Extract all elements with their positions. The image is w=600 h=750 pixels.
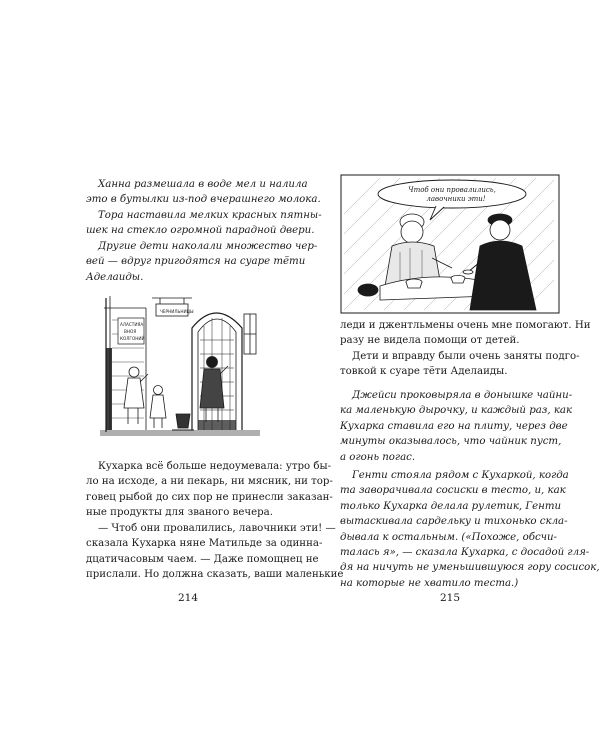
- page-number-right: 215: [439, 592, 461, 604]
- right-paragraph-4: Генти стояла рядом с Кухаркой, когда та заворачивала сосиски в тесто, и, как только Кухарка делала рулетик, Генти вытаскивала сардельку и тихонько скла- дывала к остальным. («Похоже, обсчи- талась я», — сказала Кухарка, с досадой гля- дя на ничуть не уменьшившуюся гору сосисок, на которые не хватило теста.): [340, 470, 600, 589]
- right-page: [300, 0, 600, 750]
- speech-bubble-line-2: лавочники эти!: [426, 195, 486, 203]
- left-paragraph-4: Кухарка всё больше недоумевала: утро бы- ло на исходе, а ни пекарь, ни мясник, ни тор- говец рыбой до сих пор не принесли заказан- ные продукты для званого вечера.: [86, 461, 333, 519]
- right-paragraph-3: Джейси проковыряла в донышке чайни- ка маленькую дырочку, и каждый раз, как Кухарка ставила его на плиту, через две минуты оказывалось, что чайник пуст, а огонь погас.: [340, 390, 573, 463]
- left-paragraph-1: Ханна размешала в воде мел и налила это в бутылки из-под вчерашнего молока.: [86, 179, 321, 206]
- left-paragraph-5: — Чтоб они провалились, лавочники эти! — сказала Кухарка няне Матильде за одинна- дцатичасовым чаем. — Даже помощнец не прислали. Но должна сказать, ваши маленькие: [86, 523, 344, 581]
- poster-line-1: АЛАСТИЯА: [120, 322, 144, 327]
- poster-line-2: ВНОЯ: [124, 329, 137, 334]
- left-paragraph-2: Тора наставила мелких красных пятны- шек на стекло огромной парадной двери.: [86, 210, 322, 237]
- right-paragraph-1: леди и джентльмены очень мне помогают. Ни разу не видела помощи от детей.: [340, 320, 591, 347]
- left-paragraph-3: Другие дети наколали множество чер- вей — вдруг пригодятся на суаре тёти Аделаиды.: [86, 241, 318, 283]
- poster-line-3: КОЛГОНИЙ: [120, 336, 145, 341]
- tea-scene-illustration: [340, 174, 560, 314]
- street-scene-illustration: [100, 290, 260, 440]
- right-paragraph-2: Дети и вправду были очень заняты подго- товкой к суаре тёти Аделаиды.: [340, 351, 580, 378]
- speech-bubble-line-1: Чтоб они провалились,: [408, 186, 496, 194]
- sign-text: ЧЕРНИЛЬНИЦЫ: [160, 309, 194, 314]
- page-number-left: 214: [177, 592, 199, 604]
